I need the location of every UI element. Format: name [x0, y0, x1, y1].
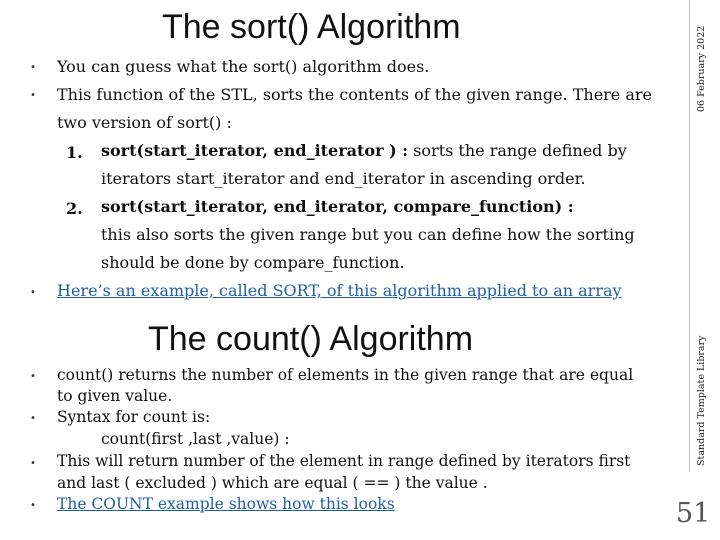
item-1-line1: [101, 143, 627, 159]
count-syntax: count(first ,last ,value) :: [101, 430, 290, 448]
sort-bullet-2-line1: This function of the STL, sorts the contents of the given range. There are: [57, 85, 653, 104]
item-1-text: sorts the range defined by: [408, 141, 627, 160]
item-1-line2: iterators start_iterator and end_iterator in ascending order.: [101, 169, 586, 188]
bullet-icon: •: [30, 413, 36, 424]
page-number: 51: [676, 498, 711, 529]
bullet-icon: •: [30, 287, 36, 298]
sort-bullet-1: You can guess what the sort() algorithm does.: [57, 57, 430, 76]
item-2-number: 2.: [66, 199, 83, 218]
bullet-icon: •: [30, 90, 36, 101]
sidebar-divider: [689, 0, 690, 472]
item-2-code: sort(start_iterator, end_iterator, compare_function) :: [101, 197, 574, 216]
count-bullet-1-line2: to given value.: [57, 387, 173, 405]
count-example-link[interactable]: The COUNT example shows how this looks: [57, 495, 395, 513]
bullet-icon: •: [30, 500, 36, 511]
item-1-code: sort(start_iterator, end_iterator ) :: [101, 141, 409, 160]
count-bullet-3-line1: This will return number of the element in range defined by iterators first: [57, 452, 631, 470]
bullet-icon: •: [30, 371, 36, 382]
item-2-line2: this also sorts the given range but you can define how the sorting: [101, 225, 635, 244]
bullet-icon: •: [30, 458, 36, 469]
slide-date: 06 February 2022: [696, 25, 707, 112]
bullet-icon: •: [30, 62, 36, 73]
item-1-number: 1.: [66, 143, 83, 162]
sort-title: The sort() Algorithm: [162, 8, 461, 46]
count-title: The count() Algorithm: [148, 320, 474, 358]
slide-footer: Standard Template Library: [696, 335, 707, 466]
sort-example-link[interactable]: Here’s an example, called SORT, of this algorithm applied to an array: [57, 281, 622, 300]
item-2-line3: should be done by compare_function.: [101, 253, 405, 272]
count-bullet-2: Syntax for count is:: [57, 408, 211, 426]
count-bullet-3-line2: and last ( excluded ) which are equal ( == ) the value .: [57, 474, 488, 492]
sort-bullet-2-line2: two version of sort() :: [57, 113, 232, 132]
count-bullet-1-line1: count() returns the number of elements in the given range that are equal: [57, 366, 634, 384]
